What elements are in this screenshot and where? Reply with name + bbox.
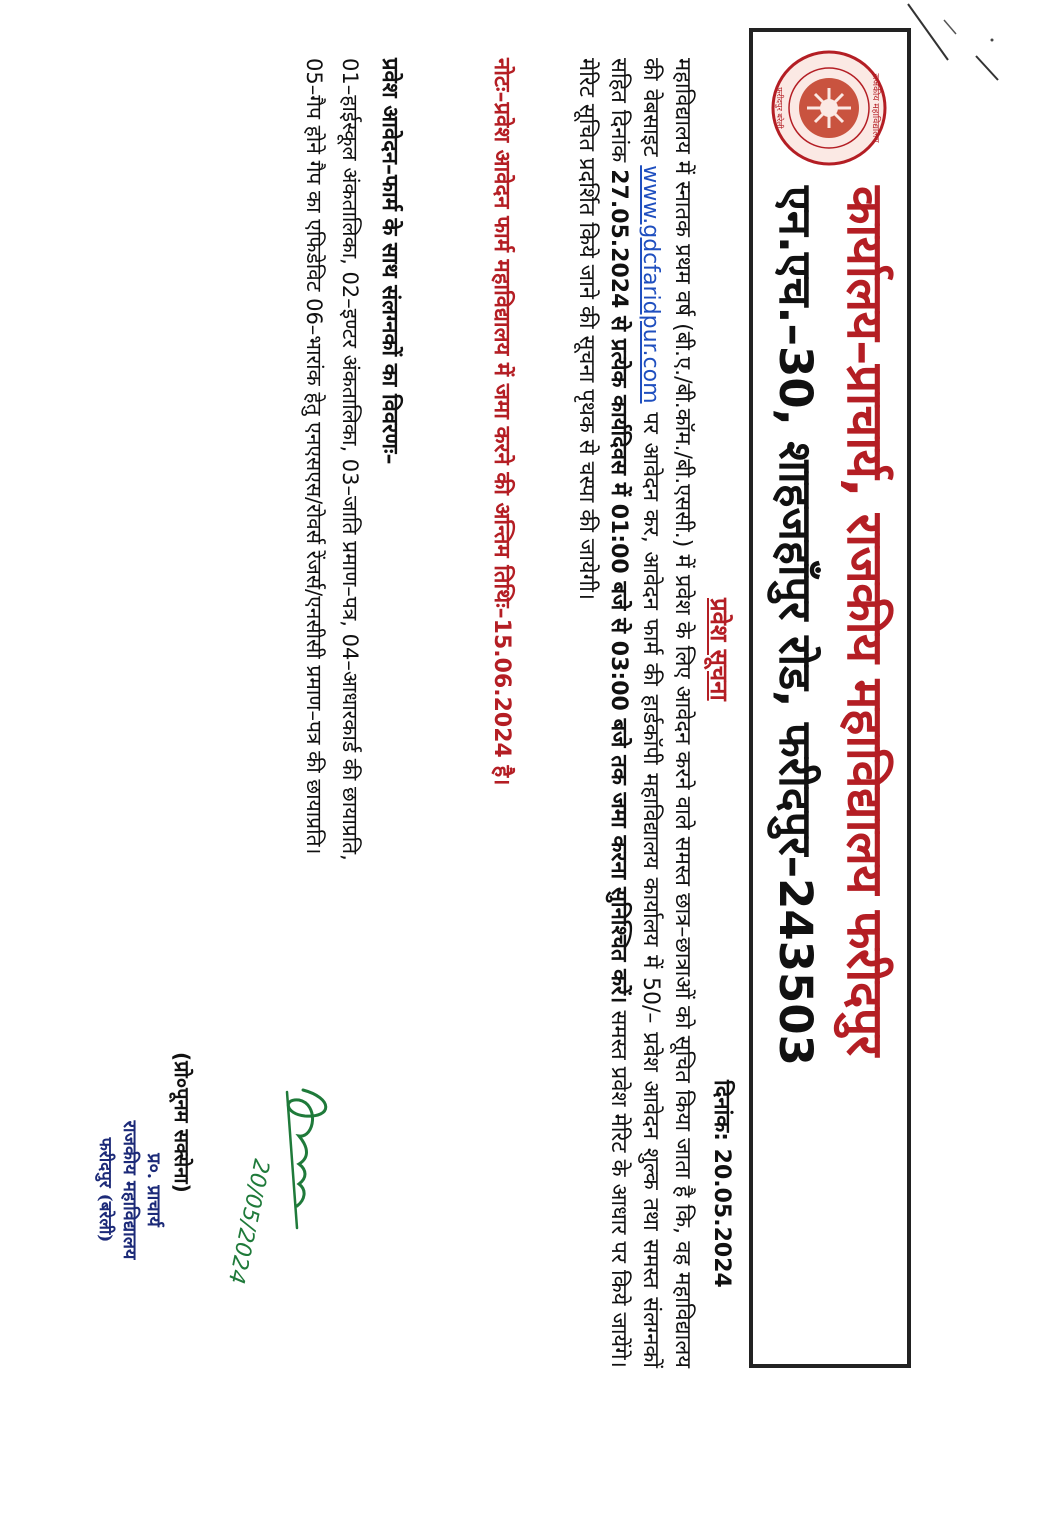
svg-text:राजकीय महाविद्यालय: राजकीय महाविद्यालय	[870, 73, 880, 143]
signatory-name: (प्रो०पूनम सक्सेना)	[170, 1052, 194, 1193]
stamp-place: फरीदपुर (बरेली)	[95, 1137, 115, 1243]
seal-icon	[769, 48, 889, 168]
college-website-link[interactable]: www.gdcfaridpur.com	[638, 165, 663, 404]
signature-icon	[222, 1078, 343, 1286]
svg-text:फरीदपुर बरेली: फरीदपुर बरेली	[775, 87, 784, 129]
body-text-part3: समस्त प्रवेश मेरिट के आधार पर किये जायेंगे। मेरिट सूचित प्रदर्शित किये जाने की सूचना पृथक से चस्पा की जायेगी।	[574, 58, 631, 1369]
stamp-college: राजकीय महाविद्यालय	[119, 1120, 140, 1260]
handwritten-date: 20/05/2024	[222, 1156, 274, 1286]
body-text-part1: महाविद्यालय में स्नातक प्रथम वर्ष (बी.ए./बी.कॉम./बी.एससी.) में प्रवेश के लिए आवेदन करने वाले समस्त छात्र–छात्राओं को सूचित किया जाता है कि, वह महाविद्यालय की वेबसाइट	[638, 58, 695, 1368]
body-text-part2: पर आवेदन कर, आवेदन फार्म की हार्डकॉपी महाविद्यालय कार्यालय में 50/– प्रवेश आवेदन शुल्क तथा समस्त संलग्नकों सहित दिनांक	[606, 58, 663, 1368]
scan-mark-icon	[888, 0, 1018, 90]
attachments-line: 01–हाईस्कूल अंकतालिका, 02–इण्टर अंकतालिका, 03–जाति प्रमाण–पत्र, 04–आधारकार्ड की छायाप्रति,	[338, 58, 362, 861]
notice-date: दिनांक: 20.05.2024	[709, 1080, 734, 1288]
last-date-note: नोटः–प्रवेश आवेदन फार्म महाविद्यालय में जमा करने की अन्तिम तिथिः–15.06.2024 है।	[489, 58, 514, 786]
submission-window-text: 27.05.2024 से प्रत्येक कार्यदिवस में 01:00 बजे से 03:00 बजे तक जमा करना सुनिश्चित करें।	[606, 169, 631, 1004]
notice-body	[570, 58, 698, 1368]
letterhead-box	[749, 28, 911, 1368]
office-title: कार्यालय–प्राचार्य, राजकीय महाविद्यालय फरीदपुर	[836, 186, 894, 1056]
college-seal-logo	[769, 48, 889, 168]
notice-title: प्रवेश सूचना	[705, 598, 733, 701]
attachments-line: 05–गैप होने गैप का एफिडेविट 06–भारांक हेतु एनएसएस/रोवर्स रेंजर्स/एनसीसी प्रमाण–पत्र की छायाप्रति।	[302, 58, 326, 855]
scan-corner-marks	[888, 0, 1018, 90]
principal-stamp	[93, 1070, 165, 1310]
handwritten-signature	[222, 1078, 343, 1286]
office-address: एन.एच.–30, शाहजहाँपुर रोड, फरीदपुर–243503	[769, 186, 822, 1066]
stamp-designation: प्र०. प्राचार्य	[143, 1153, 164, 1227]
attachments-heading: प्रवेश आवेदन–फार्म के साथ संलग्नकों का विवरणः–	[377, 58, 402, 465]
